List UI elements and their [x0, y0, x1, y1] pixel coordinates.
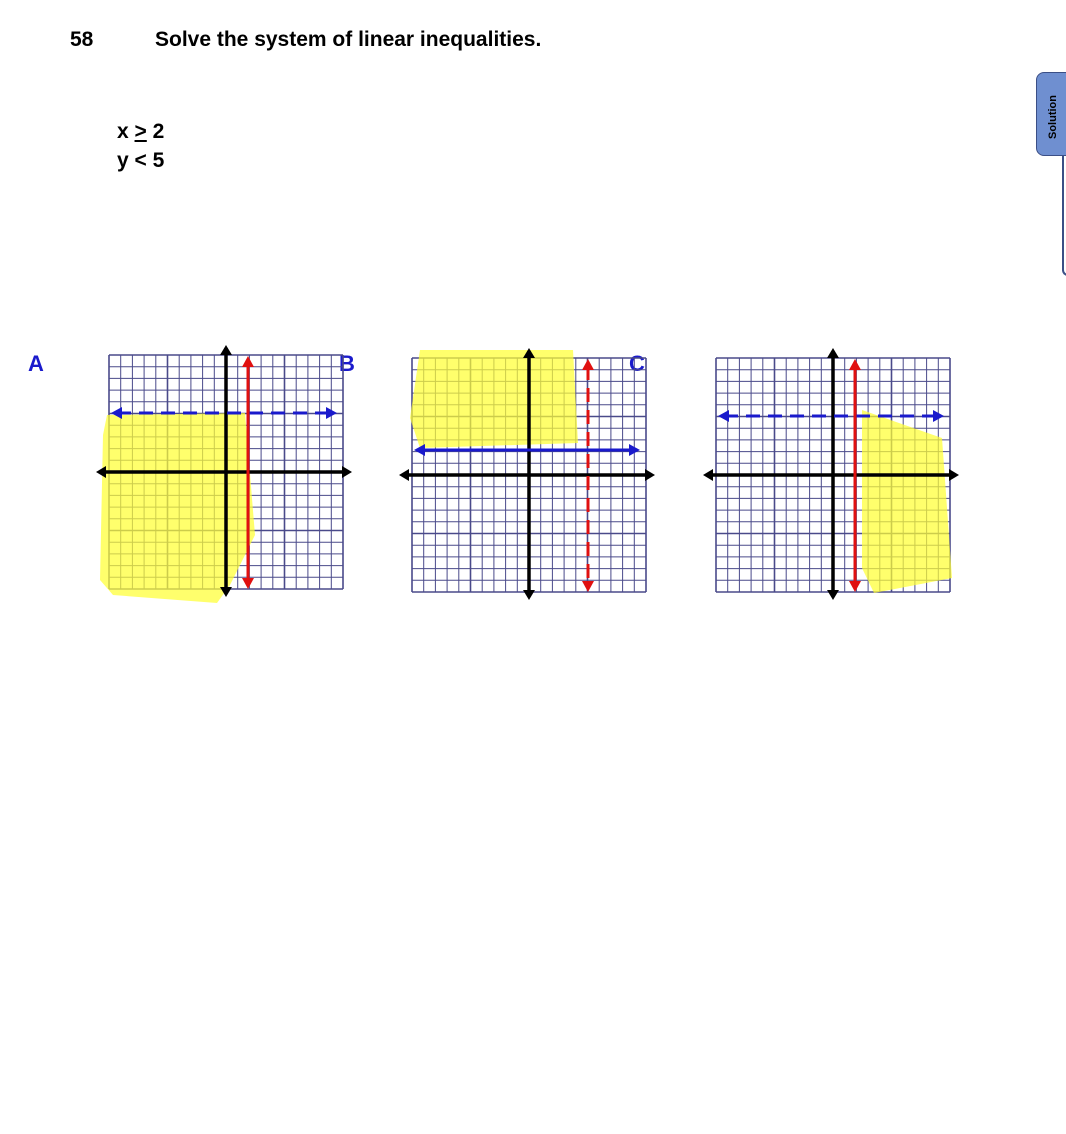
y-axis-arrow-top — [220, 345, 232, 355]
choice-b-label[interactable]: B — [339, 351, 355, 376]
graph-b-vertical-arrow-top — [582, 359, 594, 370]
choice-a-label[interactable]: A — [28, 351, 44, 376]
y-axis-arrow-bottom — [523, 590, 535, 600]
x-axis-arrow-left — [703, 469, 713, 481]
inequality-2-sign: < — [134, 149, 147, 172]
inequality-1-left: x — [117, 120, 129, 143]
graph-b[interactable] — [398, 348, 658, 608]
solution-tab-label[interactable]: Solution — [1047, 95, 1059, 139]
graph-a-vertical-arrow-top — [242, 356, 254, 367]
x-axis-arrow-right — [645, 469, 655, 481]
graph-c[interactable] — [702, 348, 962, 608]
inequality-2 — [117, 149, 164, 173]
graph-c-vertical-arrow-bottom — [849, 581, 861, 592]
question-text: Solve the system of linear inequalities. — [155, 28, 542, 51]
graph-a-shading — [100, 413, 255, 603]
inequality-1 — [117, 120, 164, 144]
choice-c-label[interactable]: C — [629, 351, 645, 376]
graph-a[interactable] — [95, 345, 355, 605]
inequality-1-right: 2 — [152, 120, 165, 143]
graph-c-vertical-arrow-top — [849, 359, 861, 370]
x-axis-arrow-left — [96, 466, 106, 478]
x-axis-arrow-left — [399, 469, 409, 481]
inequality-1-sign: > — [134, 120, 147, 143]
y-axis-arrow-top — [827, 348, 839, 358]
solution-tab-edge — [1062, 156, 1066, 276]
question-number: 58 — [70, 28, 94, 51]
inequality-2-left: y — [117, 149, 129, 172]
x-axis-arrow-right — [342, 466, 352, 478]
inequality-2-right: 5 — [152, 149, 165, 172]
graph-b-shading — [410, 350, 578, 448]
graph-a-vertical-arrow-bottom — [242, 578, 254, 589]
graph-b-vertical-arrow-bottom — [582, 581, 594, 592]
x-axis-arrow-right — [949, 469, 959, 481]
y-axis-arrow-bottom — [827, 590, 839, 600]
graph-c-shading — [862, 410, 952, 593]
graph-c-horizontal-arrow-left — [718, 410, 729, 422]
